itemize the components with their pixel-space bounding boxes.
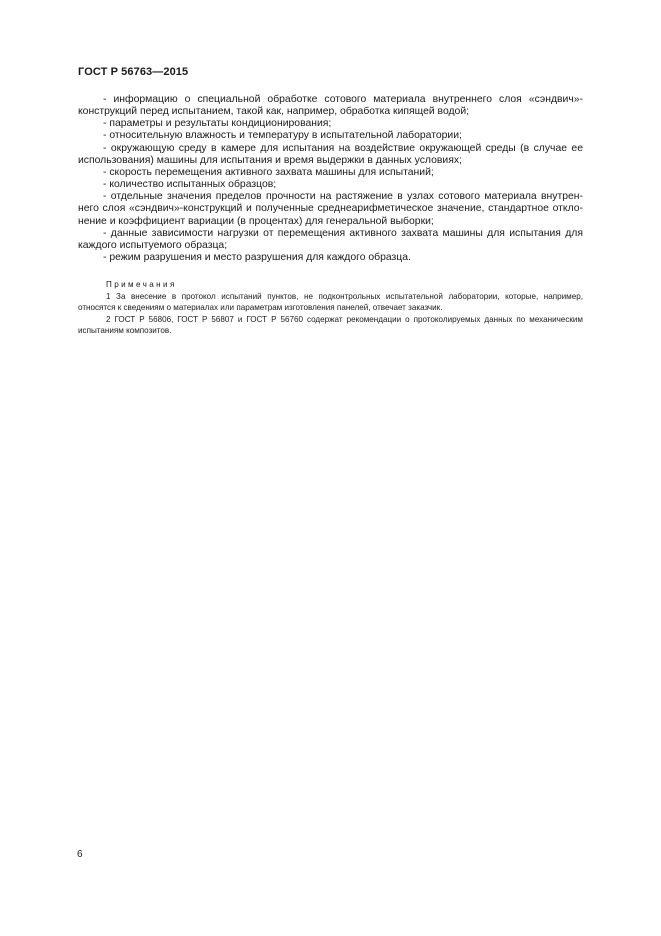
page-number: 6 (77, 849, 83, 860)
list-item: - параметры и результаты кондиционирования; (103, 118, 332, 130)
list-item: - режим разрушения и место разрушения для каждого образца. (103, 252, 411, 264)
list-item: - информацию о специальной обработке сотового материала внутреннего слоя «сэндвич»-конструкций перед испытанием, такой как, например, обработка кипящей водой; (78, 94, 583, 118)
list-item: - окружающую среду в камере для испытания на воздействие окружающей среды (в случае ее использования) машины для испытания и время выдержки в данных условиях; (78, 142, 583, 166)
note-item: 1 За внесение в протокол испытаний пунктов, не подконтрольных испытательной лаборатории, которые, например, относятся к сведениям о материалах или параметрам изготовления панелей, отвечает заказчик. (78, 292, 583, 313)
list-item: - данные зависимости нагрузки от перемещения активного захвата машины для испытания для каждого испытуемого образца; (78, 227, 583, 251)
list-item: - количество испытанных образцов; (103, 179, 277, 191)
list-item: - относительную влажность и температуру в испытательной лаборатории; (103, 130, 462, 142)
list-item: - отдельные значения пределов прочности на растяжение в узлах сотового материала внутреннего слоя «сэндвич»-конструкций и полученные среднеарифметическое значение, стандартное отклонение и коэффициент вариации (в процентах) для генеральной выборки; (78, 191, 583, 227)
list-item: - скорость перемещения активного захвата машины для испытаний; (103, 166, 434, 178)
note-item: 2 ГОСТ Р 56806, ГОСТ Р 56807 и ГОСТ Р 56760 содержат рекомендации о протоколируемых данных по механическим испытаниям композитов. (78, 314, 583, 335)
notes-section (78, 279, 583, 336)
document-code-header: ГОСТ Р 56763—2015 (78, 66, 189, 78)
report-requirements-list (78, 94, 583, 264)
notes-heading: Примечания (106, 280, 177, 289)
